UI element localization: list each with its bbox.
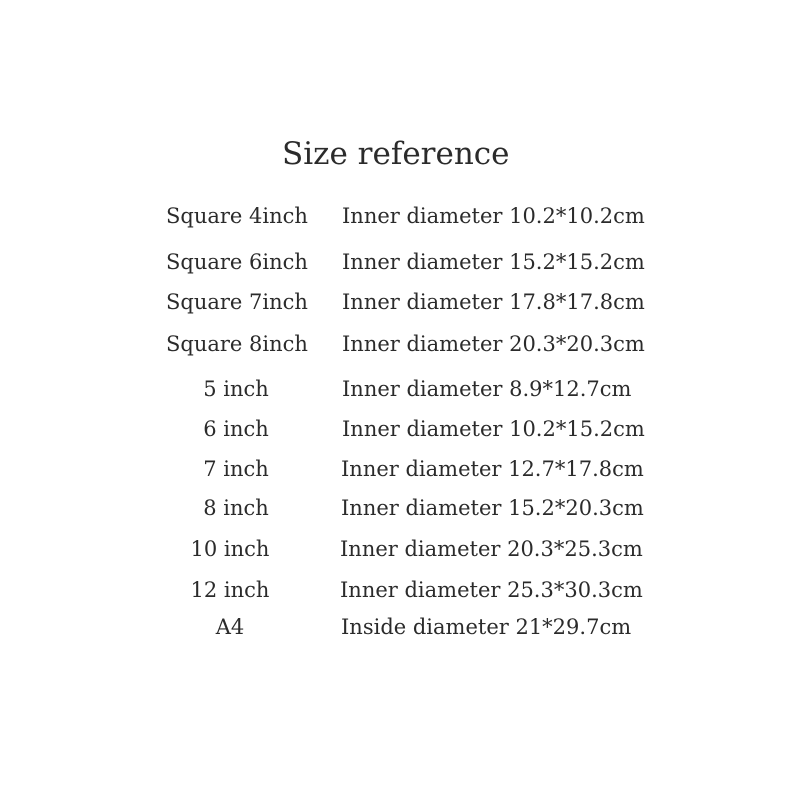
size-label: 7 inch xyxy=(203,457,269,481)
table-row xyxy=(0,417,800,447)
table-row xyxy=(0,332,800,362)
table-row xyxy=(0,204,800,234)
size-label: 10 inch xyxy=(190,537,270,561)
size-label: Square 7inch xyxy=(166,290,308,314)
size-label: Square 6inch xyxy=(166,250,308,274)
size-spec: Inner diameter 12.7*17.8cm xyxy=(341,457,644,481)
size-label: A4 xyxy=(215,615,245,639)
table-row xyxy=(0,496,800,526)
table-row xyxy=(0,290,800,320)
size-spec: Inner diameter 8.9*12.7cm xyxy=(342,377,632,401)
table-row xyxy=(0,377,800,407)
page-title: Size reference xyxy=(282,136,510,172)
size-spec: Inner diameter 20.3*25.3cm xyxy=(340,537,643,561)
size-spec: Inner diameter 25.3*30.3cm xyxy=(340,578,643,602)
size-spec: Inner diameter 15.2*15.2cm xyxy=(342,250,645,274)
size-label: 6 inch xyxy=(203,417,269,441)
size-label: 12 inch xyxy=(190,578,270,602)
size-spec: Inner diameter 15.2*20.3cm xyxy=(341,496,644,520)
table-row xyxy=(0,615,800,645)
size-spec: Inner diameter 17.8*17.8cm xyxy=(342,290,645,314)
size-label: Square 8inch xyxy=(166,332,308,356)
size-label: 5 inch xyxy=(203,377,269,401)
table-row xyxy=(0,578,800,608)
table-row xyxy=(0,537,800,567)
size-spec: Inside diameter 21*29.7cm xyxy=(341,615,632,639)
size-spec: Inner diameter 10.2*15.2cm xyxy=(342,417,645,441)
size-spec: Inner diameter 20.3*20.3cm xyxy=(342,332,645,356)
table-row xyxy=(0,250,800,280)
size-label: Square 4inch xyxy=(166,204,308,228)
size-spec: Inner diameter 10.2*10.2cm xyxy=(342,204,645,228)
size-label: 8 inch xyxy=(203,496,269,520)
table-row xyxy=(0,457,800,487)
